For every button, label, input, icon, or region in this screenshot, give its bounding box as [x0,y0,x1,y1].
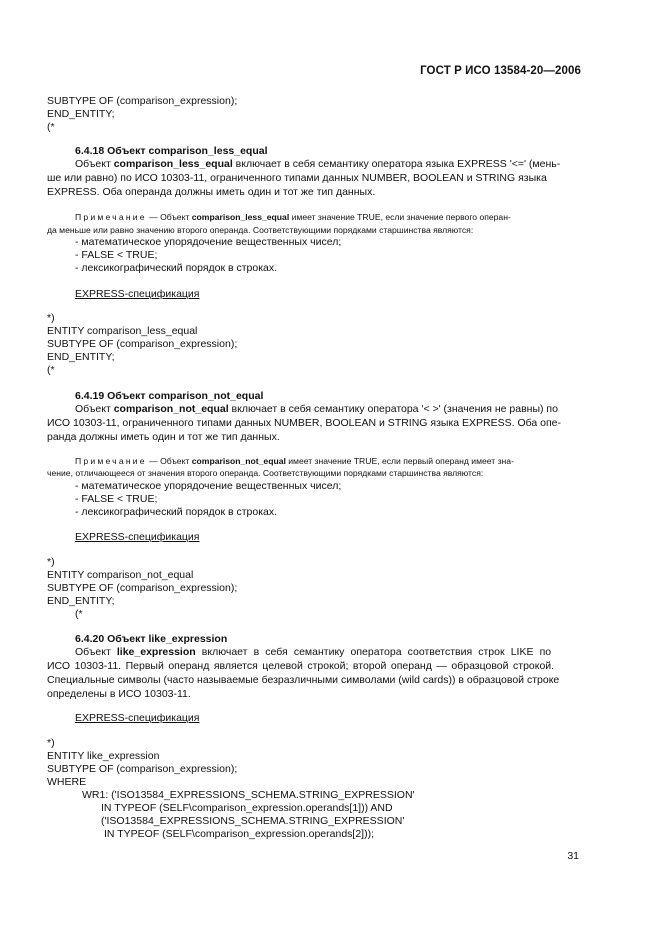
paragraph-line: Специальные символы (часто называемые безразличными символами (wild cards)) в образцовой строке [47,674,560,686]
code-line: SUBTYPE OF (comparison_expression); [47,338,238,350]
section-heading: 6.4.18 Объект comparison_less_equal [75,145,268,157]
code-line: IN TYPEOF (SELF\comparison_expression.operands[2])); [104,828,375,840]
note: да меньше или равно значению второго операнда. Соответствующими порядками старшинства являются: [47,225,474,235]
express-spec-label: EXPRESS-спецификация [75,288,200,300]
paragraph-line: EXPRESS. Оба операнда должны иметь один и тот же тип данных. [47,186,376,198]
paragraph-line: определены в ИСО 10303-11. [47,688,191,700]
code-line: *) [47,737,55,749]
list-item: - лексикографический порядок в строках. [75,262,278,274]
page-number: 31 [567,850,579,862]
code-line: SUBTYPE OF (comparison_expression); [47,95,238,107]
note: Примечание — Объект comparison_not_equal имеет значение TRUE, если первый операнд имеет зна- [75,456,514,466]
note: чение, отличающееся от значения второго операнда. Соответствующими порядками старшинства являются: [47,468,484,478]
paragraph-line: Объект comparison_not_equal включает в себя семантику оператора '< >' (значения не равны) по [75,403,558,415]
code-line: END_ENTITY; [47,351,115,363]
list-item: - математическое упорядочение вещественных чисел; [75,236,342,248]
paragraph-line: ИСО 10303-11, ограниченного типами данных NUMBER, BOOLEAN и STRING языка EXPRESS. Оба опе- [47,417,562,429]
code-line: SUBTYPE OF (comparison_expression); [47,582,238,594]
list-item: - FALSE < TRUE; [75,493,158,505]
code-line: WR1: ('ISO13584_EXPRESSIONS_SCHEMA.STRING_EXPRESSION' [82,789,415,801]
list-item: - FALSE < TRUE; [75,249,158,261]
code-line: ('ISO13584_EXPRESSIONS_SCHEMA.STRING_EXPRESSION' [101,815,405,827]
paragraph-line: Объект like_expression включает в себя семантику оператора соответствия строк LIKE по [75,646,552,658]
express-spec-label: EXPRESS-спецификация [75,712,200,724]
paragraph-line: ше или равно) по ИСО 10303-11, ограниченного типами данных NUMBER, BOOLEAN и STRING языка [47,172,547,184]
section-heading: 6.4.19 Объект comparison_not_equal [75,390,264,402]
code-line: (* [47,121,55,133]
code-line: ENTITY like_expression [47,750,160,762]
section-heading: 6.4.20 Объект like_expression [75,633,228,645]
code-line: WHERE [47,776,87,788]
code-line: IN TYPEOF (SELF\comparison_expression.operands[1])) AND [101,802,393,814]
code-line: ENTITY comparison_not_equal [47,569,194,581]
code-line: *) [47,312,55,324]
list-item: - математическое упорядочение вещественных чисел; [75,480,342,492]
express-spec-label: EXPRESS-спецификация [75,531,200,543]
page-header: ГОСТ Р ИСО 13584-20—2006 [420,65,581,77]
code-line: END_ENTITY; [47,108,115,120]
paragraph-line: Объект comparison_less_equal включает в себя семантику оператора языка EXPRESS '<=' (мень- [75,158,561,170]
code-line: ENTITY comparison_less_equal [47,325,198,337]
paragraph-line: ранда должны иметь один и тот же тип данных. [47,431,280,443]
code-line: SUBTYPE OF (comparison_expression); [47,763,238,775]
note: Примечание — Объект comparison_less_equal имеет значение TRUE, если значение первого операн- [75,212,511,222]
code-line: (* [47,364,55,376]
paragraph-line: ИСО 10303-11. Первый операнд является целевой строкой; второй операнд — образцовой строкой. [47,660,555,672]
code-line: (* [75,608,83,620]
list-item: - лексикографический порядок в строках. [75,506,278,518]
code-line: END_ENTITY; [47,595,115,607]
code-line: *) [47,556,55,568]
